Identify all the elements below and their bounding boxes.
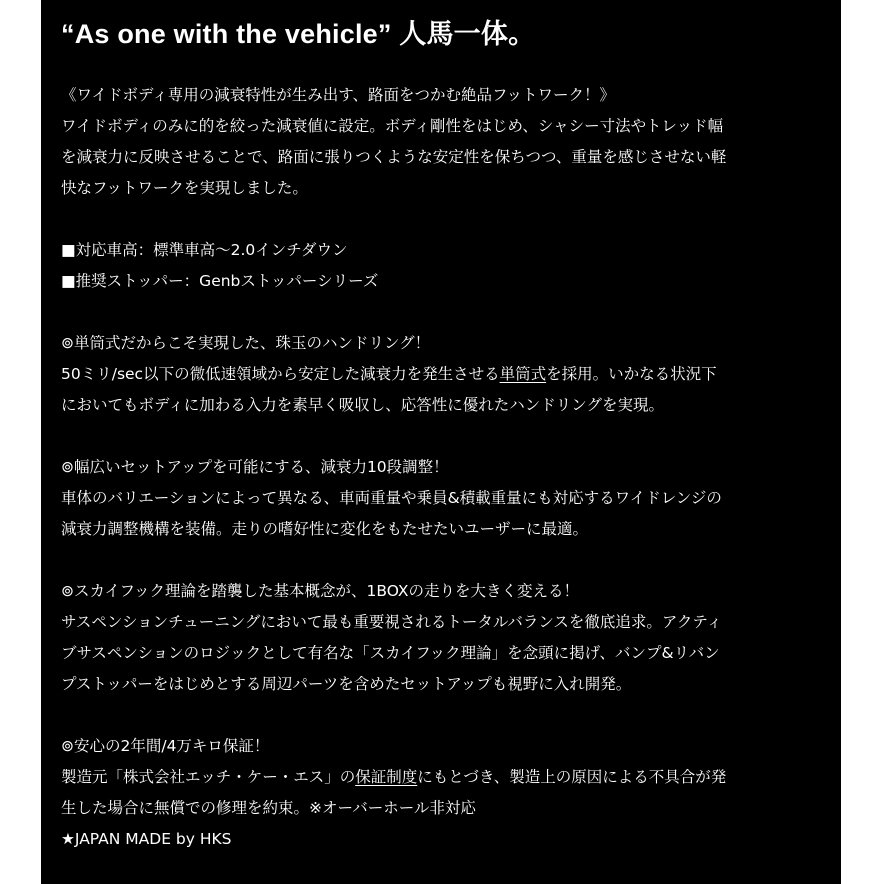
page-title: “As one with the vehicle” 人馬一体。 bbox=[61, 19, 536, 49]
section-line: 50ミリ/sec以下の微低速領域から安定した減衰力を発生させる単筒式を採用。いかなる状況下 bbox=[61, 365, 717, 383]
description-panel bbox=[41, 0, 841, 884]
spec-vehicle-height: ■対応車高：標準車高〜2.0インチダウン bbox=[61, 241, 348, 259]
section-heading: ⊚単筒式だからこそ実現した、珠玉のハンドリング！ bbox=[61, 334, 431, 352]
intro-line: ワイドボディのみに的を絞った減衰値に設定。ボディ剛性をはじめ、シャシー寸法やトレッド幅 bbox=[61, 117, 724, 135]
underlined-term: 保証制度 bbox=[355, 768, 418, 786]
intro-heading: 《ワイドボディ専用の減衰特性が生み出す、路面をつかむ絶品フットワーク！》 bbox=[61, 86, 615, 104]
spec-stopper: ■推奨ストッパー：Genbストッパーシリーズ bbox=[61, 272, 379, 290]
description-body bbox=[61, 80, 821, 855]
footer-made-in: ★JAPAN MADE by HKS bbox=[61, 830, 232, 848]
intro-line: を減衰力に反映させることで、路面に張りつくような安定性を保ちつつ、重量を感じさせない軽 bbox=[61, 148, 727, 166]
section-line: 製造元「株式会社エッチ・ケー・エス」の保証制度にもとづき、製造上の原因による不具合が発 bbox=[61, 768, 727, 786]
intro-line: 快なフットワークを実現しました。 bbox=[61, 179, 308, 197]
section-line: プストッパーをはじめとする周辺パーツを含めたセットアップも視野に入れ開発。 bbox=[61, 675, 632, 693]
section-line: 車体のバリエーションによって異なる、車両重量や乗員&積載重量にも対応するワイドレンジの bbox=[61, 489, 722, 507]
section-heading: ⊚幅広いセットアップを可能にする、減衰力10段調整！ bbox=[61, 458, 449, 476]
section-line: ブサスペンションのロジックとして有名な「スカイフック理論」を念頭に掲げ、バンプ&リバン bbox=[61, 644, 720, 662]
section-line: 減衰力調整機構を装備。走りの嗜好性に変化をもたせたいユーザーに最適。 bbox=[61, 520, 589, 538]
section-line: サスペンションチューニングにおいて最も重要視されるトータルバランスを徹底追求。アクティ bbox=[61, 613, 723, 631]
section-line: 生した場合に無償での修理を約束。※オーバーホール非対応 bbox=[61, 799, 476, 817]
section-line: においてもボディに加わる入力を素早く吸収し、応答性に優れたハンドリングを実現。 bbox=[61, 396, 664, 414]
section-heading: ⊚安心の2年間/4万キロ保証！ bbox=[61, 737, 270, 755]
section-heading: ⊚スカイフック理論を踏襲した基本概念が、1BOXの走りを大きく変える！ bbox=[61, 582, 580, 600]
underlined-term: 単筒式 bbox=[499, 365, 547, 383]
